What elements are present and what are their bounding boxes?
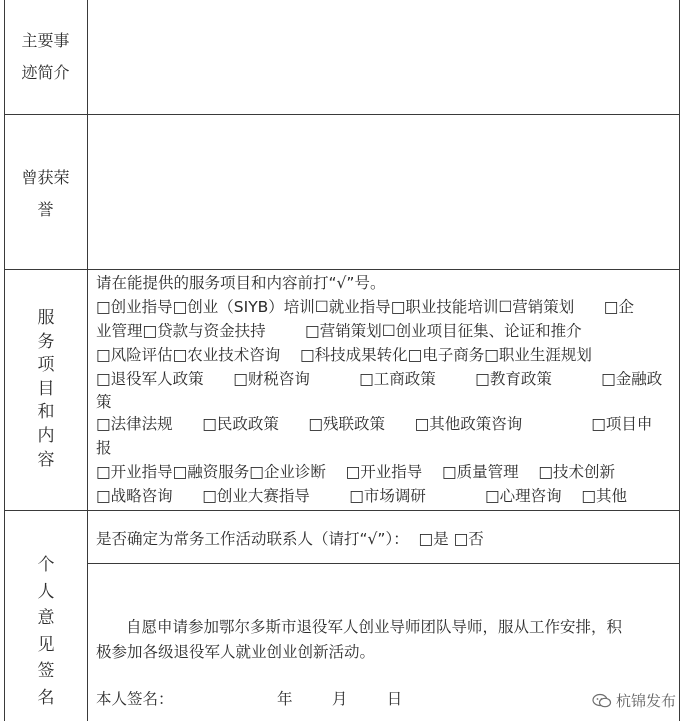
service-options-line-1[interactable]: □创业指导□创业（SIYB）培训☐就业指导□职业技能培训☐营销策划 □企	[96, 298, 634, 316]
service-options-line-8[interactable]: □开业指导□融资服务□企业诊断 □开业指导 □质量管理 □技术创新	[96, 463, 615, 481]
service-options-line-5: 策	[96, 393, 112, 411]
row-divider	[4, 510, 680, 511]
deeds-content-cell[interactable]	[88, 0, 679, 114]
honors-label	[4, 162, 87, 226]
table-border-left	[4, 0, 5, 721]
service-options-line-6[interactable]: □法律法规 □民政政策 □残联政策 □其他政策咨询 □项目申	[96, 415, 653, 433]
chat-bubble-icon	[592, 693, 612, 709]
row-divider	[4, 269, 680, 270]
service-options-line-7: 报	[96, 439, 112, 457]
honors-label-line2: 誉	[37, 200, 54, 219]
service-options-line-4[interactable]: □退役军人政策 □财税咨询 □工商政策 □教育政策 □金融政	[96, 370, 663, 388]
honors-label-line1: 曾获荣	[21, 168, 70, 187]
deeds-label-line2: 迹简介	[21, 63, 70, 82]
deeds-label-line1: 主要事	[21, 31, 70, 50]
services-instruction: 请在能提供的服务项目和内容前打“√”号。	[96, 274, 386, 292]
opinion-label: 个人意见签名	[37, 555, 55, 708]
service-options-line-2[interactable]: 业管理□贷款与资金扶持 □营销策划☐创业项目征集、论证和推介	[96, 322, 582, 340]
inner-row-divider	[87, 563, 680, 564]
table-border-right	[679, 0, 680, 721]
declaration-line-2: 极参加各级退役军人就业创业创新活动。	[96, 643, 376, 661]
watermark	[592, 690, 676, 711]
services-label: 服务项目和内容	[37, 308, 55, 470]
deeds-label	[4, 25, 87, 89]
watermark-text: 杭锦发布	[615, 692, 676, 710]
service-options-line-9[interactable]: □战略咨询 □创业大赛指导 □市场调研 □心理咨询 □其他	[96, 487, 628, 505]
service-options-line-3[interactable]: □风险评估□农业技术咨询 □科技成果转化□电子商务□职业生涯规划	[96, 346, 592, 364]
honors-content-cell[interactable]	[88, 115, 679, 269]
signature-line[interactable]: 本人签名： 年 月 日	[96, 690, 403, 708]
contact-question[interactable]: 是否确定为常务工作活动联系人（请打“√”）： □是 □否	[96, 530, 484, 548]
declaration-line-1: 自愿申请参加鄂尔多斯市退役军人创业导师团队导师，服从工作安排，积	[126, 618, 623, 636]
